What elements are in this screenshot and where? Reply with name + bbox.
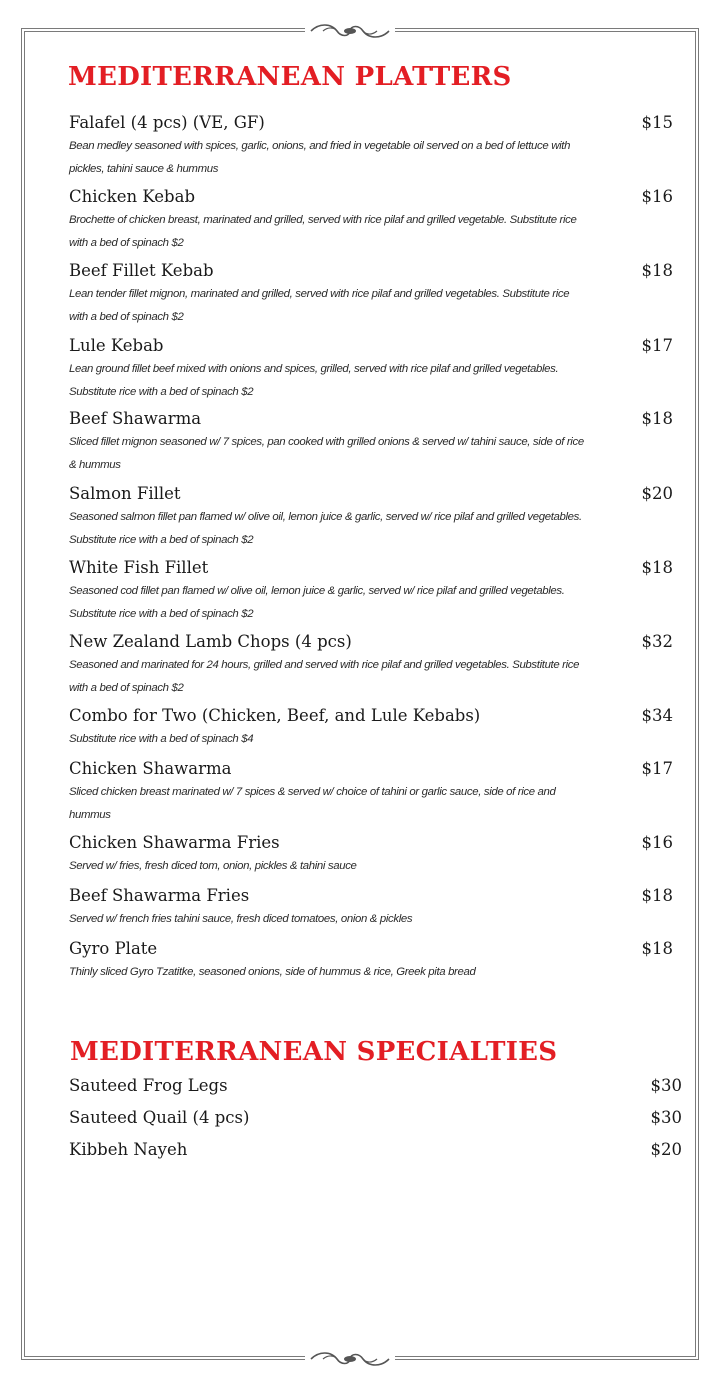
specialty-name: Sauteed Quail (4 pcs) [69, 1108, 250, 1127]
item-description: Bean medley seasoned with spices, garlic, onions, and fried in vegetable oil served on a bed of lettuce with pickles, tahini sauce & hummus [69, 140, 571, 175]
item-price: $17 [641, 759, 673, 778]
menu-item [69, 408, 673, 477]
item-description: Sliced fillet mignon seasoned w/ 7 spices, pan cooked with grilled onions & served w/ tahini sauce, side of rice & hummus [69, 436, 584, 471]
item-price: $18 [641, 939, 673, 958]
specialty-price: $30 [650, 1108, 682, 1127]
specialties-heading: MEDITERRANEAN SPECIALTIES [70, 1037, 558, 1067]
item-price: $15 [641, 113, 673, 132]
platters-heading: MEDITERRANEAN PLATTERS [68, 62, 512, 92]
menu-item [69, 186, 673, 255]
item-price: $16 [641, 833, 673, 852]
item-price: $18 [641, 558, 673, 577]
menu-item [69, 832, 673, 878]
item-description: Substitute rice with a bed of spinach $4 [69, 733, 254, 745]
item-description: Served w/ fries, fresh diced tom, onion, pickles & tahini sauce [69, 860, 357, 872]
item-price: $34 [641, 706, 673, 725]
item-name: Lule Kebab [69, 336, 164, 355]
item-description: Served w/ french fries tahini sauce, fresh diced tomatoes, onion & pickles [69, 913, 413, 925]
item-description: Seasoned cod fillet pan flamed w/ olive oil, lemon juice & garlic, served w/ rice pilaf and grilled vegetables. Substitute rice with a bed of spinach $2 [69, 585, 565, 620]
menu-item [69, 631, 673, 700]
item-name: White Fish Fillet [69, 558, 209, 577]
item-price: $32 [641, 632, 673, 651]
item-name: Beef Shawarma Fries [69, 886, 250, 905]
item-description: Lean ground fillet beef mixed with onions and spices, grilled, served with rice pilaf and grilled vegetables. Substitute rice with a bed of spinach $2 [69, 363, 559, 398]
specialty-item [69, 1074, 682, 1098]
menu-item [69, 758, 673, 827]
specialty-name: Kibbeh Nayeh [69, 1140, 188, 1159]
specialty-item [69, 1106, 682, 1130]
menu-item [69, 885, 673, 931]
item-description: Lean tender fillet mignon, marinated and grilled, served with rice pilaf and grilled vegetables. Substitute rice with a bed of spinach $2 [69, 288, 570, 323]
item-name: Chicken Shawarma [69, 759, 232, 778]
menu-item [69, 483, 673, 552]
menu-item [69, 938, 673, 984]
item-price: $18 [641, 261, 673, 280]
item-description: Seasoned salmon fillet pan flamed w/ olive oil, lemon juice & garlic, served w/ rice pilaf and grilled vegetables. Substitute rice with a bed of spinach $2 [69, 511, 582, 546]
specialty-name: Sauteed Frog Legs [69, 1076, 228, 1095]
item-name: Gyro Plate [69, 939, 158, 958]
bottom-flourish-icon [305, 1348, 395, 1370]
item-description: Thinly sliced Gyro Tzatitke, seasoned onions, side of hummus & rice, Greek pita bread [69, 966, 476, 978]
item-name: Chicken Kebab [69, 187, 196, 206]
menu-item [69, 112, 673, 181]
item-description: Seasoned and marinated for 24 hours, grilled and served with rice pilaf and grilled vegetables. Substitute rice with a bed of spinach $2 [69, 659, 580, 694]
item-price: $18 [641, 409, 673, 428]
specialty-item [69, 1138, 682, 1162]
item-name: New Zealand Lamb Chops (4 pcs) [69, 632, 352, 651]
item-name: Salmon Fillet [69, 484, 181, 503]
specialty-price: $30 [650, 1076, 682, 1095]
item-name: Beef Fillet Kebab [69, 261, 214, 280]
item-price: $18 [641, 886, 673, 905]
menu-item [69, 705, 673, 751]
menu-item [69, 557, 673, 626]
item-description: Brochette of chicken breast, marinated and grilled, served with rice pilaf and grilled vegetable. Substitute rice with a bed of spinach $2 [69, 214, 577, 249]
item-price: $17 [641, 336, 673, 355]
specialty-price: $20 [650, 1140, 682, 1159]
top-flourish-icon [305, 20, 395, 42]
menu-item [69, 260, 673, 329]
item-name: Falafel (4 pcs) (VE, GF) [69, 113, 265, 132]
item-name: Combo for Two (Chicken, Beef, and Lule Kebabs) [69, 706, 481, 725]
item-name: Beef Shawarma [69, 409, 202, 428]
item-description: Sliced chicken breast marinated w/ 7 spices & served w/ choice of tahini or garlic sauce, side of rice and hummus [69, 786, 556, 821]
menu-item [69, 335, 673, 404]
item-name: Chicken Shawarma Fries [69, 833, 280, 852]
item-price: $16 [641, 187, 673, 206]
item-price: $20 [641, 484, 673, 503]
